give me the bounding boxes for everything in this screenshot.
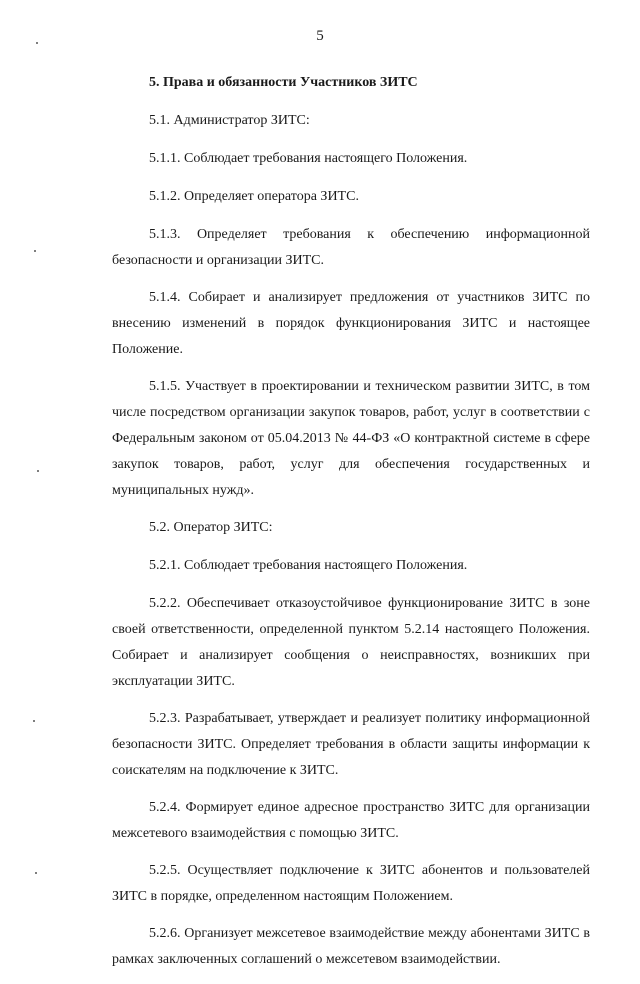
- section-heading: 5. Права и обязанности Участников ЗИТС: [149, 75, 418, 90]
- paragraph-5-1-3: 5.1.3. Определяет требования к обеспечению информационной безопасности и организации ЗИТС.: [112, 227, 590, 268]
- paragraph-5-1-4: 5.1.4. Собирает и анализирует предложения от участников ЗИТС по внесению изменений в порядок функционирования ЗИТС и настоящее Положение.: [112, 290, 590, 357]
- paragraph-5-2-4: 5.2.4. Формирует единое адресное пространство ЗИТС для организации межсетевого взаимодействия с помощью ЗИТС.: [112, 800, 590, 841]
- paragraph-5-2-5: 5.2.5. Осуществляет подключение к ЗИТС абонентов и пользователей ЗИТС в порядке, определенном настоящим Положением.: [112, 863, 590, 904]
- paragraph-5-1: 5.1. Администратор ЗИТС:: [149, 113, 310, 128]
- paragraph-5-2-1: 5.2.1. Соблюдает требования настоящего Положения.: [149, 558, 468, 573]
- scan-speck: [34, 250, 36, 252]
- paragraph-5-2: 5.2. Оператор ЗИТС:: [149, 520, 273, 535]
- paragraph-5-2-6: 5.2.6. Организует межсетевое взаимодействие между абонентами ЗИТС в рамках заключенных соглашений о межсетевом взаимодействии.: [112, 926, 590, 967]
- scan-speck: [33, 720, 35, 722]
- paragraph-5-2-2: 5.2.2. Обеспечивает отказоустойчивое функционирование ЗИТС в зоне своей ответственности, определенной пунктом 5.2.14 настоящего Положения. Собирает и анализирует сообщения о неисправностях, возникших при эксплуатации ЗИТС.: [112, 596, 590, 689]
- paragraph-5-1-2: 5.1.2. Определяет оператора ЗИТС.: [149, 189, 359, 204]
- page-number: 5: [316, 28, 324, 44]
- paragraph-5-1-5: 5.1.5. Участвует в проектировании и техническом развитии ЗИТС, в том числе посредством организации закупок товаров, работ, услуг в соответствии с Федеральным законом от 05.04.2013 № 44-ФЗ «О контрактной системе в сфере закупок товаров, работ, услуг для обеспечения государственных и муниципальных нужд».: [112, 379, 590, 498]
- paragraph-5-1-1: 5.1.1. Соблюдает требования настоящего Положения.: [149, 151, 468, 166]
- scan-speck: [35, 872, 37, 874]
- paragraph-5-2-3: 5.2.3. Разрабатывает, утверждает и реализует политику информационной безопасности ЗИТС. Определяет требования в области защиты информации к соискателям на подключение к ЗИТС.: [112, 711, 590, 778]
- scan-speck: [36, 42, 38, 44]
- scan-speck: [37, 470, 39, 472]
- document-body: [112, 70, 590, 984]
